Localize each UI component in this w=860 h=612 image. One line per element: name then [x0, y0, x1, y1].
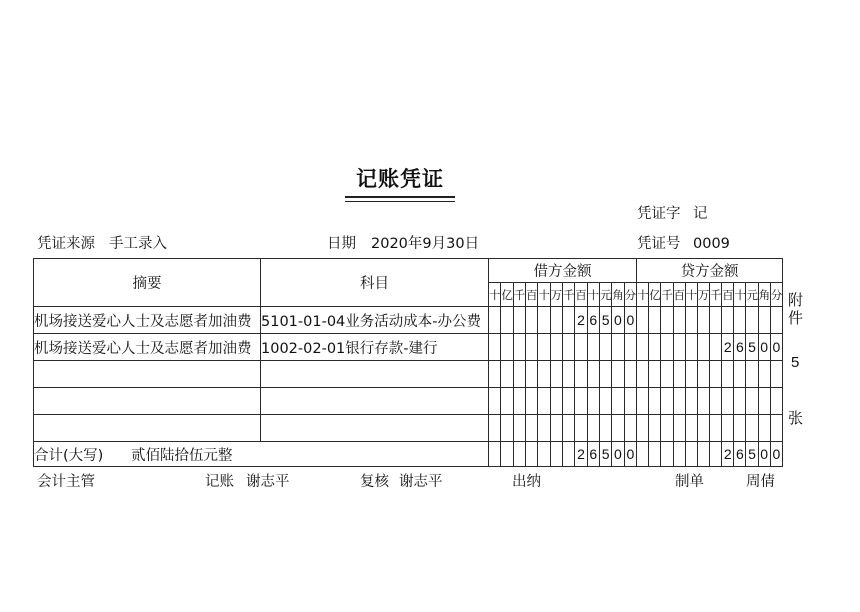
debit-digit-cell [599, 334, 611, 361]
summary-header: 摘要 [34, 259, 261, 307]
debit-digit-cell [489, 334, 501, 361]
entry-account: 1002-02-01银行存款-建行 [261, 334, 489, 361]
debit-unit-label: 十 [489, 283, 501, 307]
debit-digit-cell [550, 361, 562, 388]
debit-digit-cell [513, 442, 525, 467]
credit-digit-cell [697, 442, 709, 467]
credit-digit-cell [661, 334, 673, 361]
credit-digit-cell: 2 [722, 442, 734, 467]
attachment-unit: 张 [788, 409, 804, 427]
voucher-number-label: 凭证号 [637, 236, 681, 252]
debit-digit-cell [587, 334, 599, 361]
debit-digit-cell [525, 307, 537, 334]
debit-digit-cell: 5 [599, 307, 611, 334]
debit-digit-cell: 6 [587, 442, 599, 467]
credit-digit-cell [710, 307, 722, 334]
credit-digit-cell [734, 388, 746, 415]
debit-unit-label: 元 [599, 283, 611, 307]
debit-digit-cell [489, 361, 501, 388]
debit-digit-cell [538, 388, 550, 415]
credit-digit-cell [697, 361, 709, 388]
credit-digit-cell [637, 415, 649, 442]
credit-digit-cell: 0 [758, 334, 770, 361]
date-label: 日期 [327, 236, 356, 252]
attachment-count: 5 [791, 354, 800, 371]
debit-digit-cell [489, 388, 501, 415]
preparer-name: 周倩 [746, 474, 775, 490]
credit-digit-cell [770, 361, 782, 388]
debit-digit-cell [525, 388, 537, 415]
credit-digit-cell [722, 307, 734, 334]
debit-digit-cell [612, 415, 624, 442]
credit-unit-label: 十 [734, 283, 746, 307]
credit-digit-cell [685, 388, 697, 415]
entry-account [261, 415, 489, 442]
debit-digit-cell [599, 388, 611, 415]
debit-digit-cell [501, 334, 513, 361]
debit-digit-cell [562, 334, 574, 361]
credit-digit-cell [685, 442, 697, 467]
voucher-title: 记账凭证 [356, 167, 444, 191]
entry-summary [34, 361, 261, 388]
debit-digit-cell [550, 442, 562, 467]
debit-digit-cell: 0 [612, 307, 624, 334]
credit-digit-cell [637, 442, 649, 467]
debit-digit-cell [525, 442, 537, 467]
debit-digit-cell [599, 361, 611, 388]
debit-digit-cell [550, 307, 562, 334]
credit-digit-cell: 5 [746, 334, 758, 361]
credit-unit-label: 千 [661, 283, 673, 307]
credit-digit-cell: 0 [770, 442, 782, 467]
debit-digit-cell: 6 [587, 307, 599, 334]
entry-summary [34, 388, 261, 415]
debit-digit-cell [501, 415, 513, 442]
credit-header: 贷方金额 [637, 259, 783, 283]
total-words-cell [34, 442, 489, 467]
credit-digit-cell [697, 388, 709, 415]
credit-unit-label: 十 [685, 283, 697, 307]
credit-digit-cell [649, 388, 661, 415]
credit-digit-cell [758, 361, 770, 388]
debit-digit-cell [624, 361, 636, 388]
attachment-label: 附件 [788, 291, 804, 327]
credit-digit-cell [673, 307, 685, 334]
credit-digit-cell [697, 334, 709, 361]
voucher-table [33, 258, 783, 467]
credit-digit-cell [685, 415, 697, 442]
credit-digit-cell [710, 442, 722, 467]
credit-digit-cell [697, 415, 709, 442]
credit-digit-cell [734, 307, 746, 334]
debit-unit-label: 分 [624, 283, 636, 307]
credit-digit-cell [673, 442, 685, 467]
debit-digit-cell [513, 307, 525, 334]
header-row [34, 259, 783, 283]
debit-digit-cell [562, 442, 574, 467]
credit-digit-cell [673, 334, 685, 361]
debit-digit-cell [489, 307, 501, 334]
credit-digit-cell [649, 334, 661, 361]
credit-digit-cell [746, 307, 758, 334]
credit-digit-cell [746, 415, 758, 442]
debit-digit-cell [525, 334, 537, 361]
credit-digit-cell: 2 [722, 334, 734, 361]
credit-digit-cell [722, 361, 734, 388]
entry-account: 5101-01-04业务活动成本-办公费 [261, 307, 489, 334]
credit-digit-cell [637, 334, 649, 361]
debit-digit-cell [513, 388, 525, 415]
debit-digit-cell: 5 [599, 442, 611, 467]
title-underline-lower [345, 201, 455, 202]
account-header: 科目 [261, 259, 489, 307]
debit-digit-cell [624, 388, 636, 415]
credit-digit-cell [722, 415, 734, 442]
credit-digit-cell [710, 388, 722, 415]
debit-digit-cell [525, 415, 537, 442]
credit-digit-cell [661, 388, 673, 415]
blank-row [34, 388, 783, 415]
total-row [34, 442, 783, 467]
debit-digit-cell: 0 [624, 307, 636, 334]
debit-digit-cell [513, 415, 525, 442]
credit-digit-cell: 6 [734, 334, 746, 361]
supervisor-label: 会计主管 [37, 474, 95, 490]
credit-digit-cell [697, 307, 709, 334]
credit-digit-cell [758, 415, 770, 442]
credit-digit-cell [637, 307, 649, 334]
debit-unit-label: 十 [587, 283, 599, 307]
cashier-label: 出纳 [512, 474, 541, 490]
blank-row [34, 361, 783, 388]
debit-digit-cell: 0 [612, 442, 624, 467]
date-value: 2020年9月30日 [371, 236, 480, 252]
credit-digit-cell: 0 [758, 442, 770, 467]
credit-digit-cell [770, 307, 782, 334]
debit-unit-label: 十 [538, 283, 550, 307]
credit-digit-cell [673, 388, 685, 415]
debit-unit-label: 亿 [501, 283, 513, 307]
credit-digit-cell [734, 415, 746, 442]
debit-digit-cell [587, 415, 599, 442]
voucher-word-label: 凭证字 [637, 206, 681, 222]
debit-unit-label: 千 [562, 283, 574, 307]
debit-digit-cell [525, 361, 537, 388]
credit-unit-label: 十 [637, 283, 649, 307]
debit-unit-label: 角 [612, 283, 624, 307]
credit-digit-cell [710, 415, 722, 442]
debit-digit-cell [538, 415, 550, 442]
credit-digit-cell [758, 307, 770, 334]
debit-unit-label: 百 [575, 283, 587, 307]
credit-digit-cell [746, 361, 758, 388]
credit-digit-cell [746, 388, 758, 415]
debit-unit-label: 百 [525, 283, 537, 307]
reviewer-label: 复核 [360, 474, 389, 490]
voucher-word: 记 [693, 206, 708, 222]
debit-digit-cell: 0 [624, 442, 636, 467]
debit-digit-cell [501, 361, 513, 388]
debit-digit-cell [489, 415, 501, 442]
credit-unit-label: 分 [770, 283, 782, 307]
reviewer-name: 谢志平 [399, 474, 443, 490]
entry-account [261, 388, 489, 415]
debit-digit-cell [587, 388, 599, 415]
credit-digit-cell [661, 415, 673, 442]
voucher-body [34, 307, 783, 467]
credit-unit-label: 元 [746, 283, 758, 307]
bookkeeper-label: 记账 [205, 474, 234, 490]
debit-digit-cell [587, 361, 599, 388]
debit-digit-cell [550, 388, 562, 415]
debit-digit-cell [624, 415, 636, 442]
title-underline-upper [345, 196, 455, 198]
credit-unit-label: 亿 [649, 283, 661, 307]
credit-digit-cell [637, 361, 649, 388]
debit-digit-cell [575, 388, 587, 415]
debit-digit-cell [501, 442, 513, 467]
credit-digit-cell: 6 [734, 442, 746, 467]
voucher-number: 0009 [693, 236, 730, 252]
credit-digit-cell [770, 388, 782, 415]
debit-header: 借方金额 [489, 259, 637, 283]
debit-digit-cell [550, 334, 562, 361]
credit-digit-cell [710, 361, 722, 388]
entry-row [34, 334, 783, 361]
preparer-label: 制单 [675, 474, 704, 490]
credit-unit-label: 万 [697, 283, 709, 307]
credit-digit-cell [673, 361, 685, 388]
credit-digit-cell [649, 307, 661, 334]
debit-digit-cell [489, 442, 501, 467]
credit-unit-label: 千 [710, 283, 722, 307]
debit-unit-label: 千 [513, 283, 525, 307]
debit-digit-cell [550, 415, 562, 442]
blank-row [34, 415, 783, 442]
credit-digit-cell [661, 442, 673, 467]
debit-digit-cell [612, 334, 624, 361]
total-amount-in-words: 贰佰陆拾伍元整 [131, 447, 233, 464]
credit-digit-cell [685, 334, 697, 361]
entry-row [34, 307, 783, 334]
debit-digit-cell [538, 307, 550, 334]
debit-digit-cell [575, 334, 587, 361]
debit-digit-cell [612, 388, 624, 415]
debit-digit-cell [624, 334, 636, 361]
debit-digit-cell [501, 388, 513, 415]
credit-digit-cell [661, 361, 673, 388]
debit-digit-cell [562, 388, 574, 415]
debit-digit-cell [599, 415, 611, 442]
credit-digit-cell: 5 [746, 442, 758, 467]
credit-digit-cell [722, 388, 734, 415]
credit-unit-label: 百 [722, 283, 734, 307]
debit-digit-cell [538, 361, 550, 388]
credit-digit-cell [673, 415, 685, 442]
credit-digit-cell [710, 334, 722, 361]
credit-digit-cell [637, 388, 649, 415]
entry-summary [34, 415, 261, 442]
debit-digit-cell [612, 361, 624, 388]
debit-digit-cell [575, 361, 587, 388]
debit-digit-cell [513, 334, 525, 361]
credit-digit-cell [685, 307, 697, 334]
source-label: 凭证来源 [37, 236, 95, 252]
credit-digit-cell [685, 361, 697, 388]
credit-unit-label: 百 [673, 283, 685, 307]
entry-summary: 机场接送爱心人士及志愿者加油费 [34, 334, 261, 361]
entry-account [261, 361, 489, 388]
credit-digit-cell [770, 415, 782, 442]
debit-digit-cell [562, 307, 574, 334]
entry-summary: 机场接送爱心人士及志愿者加油费 [34, 307, 261, 334]
debit-digit-cell [562, 361, 574, 388]
bookkeeper-name: 谢志平 [246, 474, 290, 490]
debit-digit-cell: 2 [575, 442, 587, 467]
credit-unit-label: 角 [758, 283, 770, 307]
credit-digit-cell [758, 388, 770, 415]
credit-digit-cell [649, 442, 661, 467]
credit-digit-cell: 0 [770, 334, 782, 361]
credit-digit-cell [649, 361, 661, 388]
debit-digit-cell [575, 415, 587, 442]
credit-digit-cell [661, 307, 673, 334]
debit-digit-cell: 2 [575, 307, 587, 334]
source-value: 手工录入 [109, 236, 167, 252]
debit-digit-cell [562, 415, 574, 442]
debit-digit-cell [501, 307, 513, 334]
debit-digit-cell [513, 361, 525, 388]
total-label: 合计(大写) [34, 447, 104, 464]
debit-unit-label: 万 [550, 283, 562, 307]
credit-digit-cell [734, 361, 746, 388]
credit-digit-cell [649, 415, 661, 442]
debit-digit-cell [538, 442, 550, 467]
debit-digit-cell [538, 334, 550, 361]
